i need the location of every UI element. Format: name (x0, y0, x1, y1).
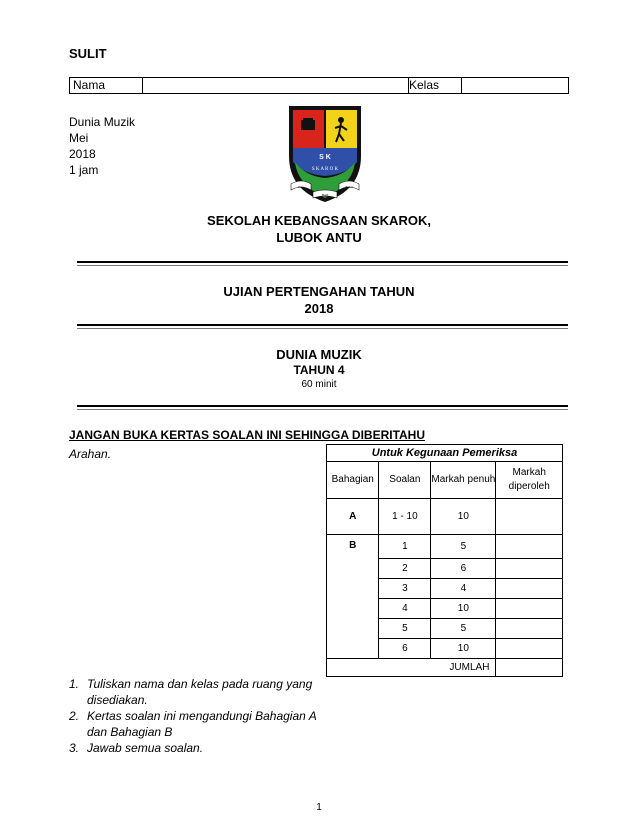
table-row-question: 6 (379, 639, 431, 659)
crest-motto-left: Ilmu (297, 185, 305, 189)
examiner-table-caption: Untuk Kegunaan Pemeriksa (327, 445, 563, 462)
list-item-number: 1. (69, 677, 80, 691)
list-item (69, 740, 319, 756)
subject-title: DUNIA MUZIK (276, 347, 362, 362)
instruction-list (69, 676, 319, 756)
name-class-table (69, 77, 569, 94)
examiner-table (326, 444, 563, 677)
school-name (0, 212, 638, 246)
table-row-full: 5 (431, 535, 496, 559)
header-soalan: Soalan (379, 462, 431, 499)
divider-rule (77, 405, 568, 407)
table-row-obtained[interactable] (496, 639, 563, 659)
table-row-question: 4 (379, 599, 431, 619)
school-name-line1: SEKOLAH KEBANGSAAN SKAROK, (207, 213, 431, 228)
list-item-text: Tuliskan nama dan kelas pada ruang yang disediakan. (87, 677, 313, 707)
table-row-full: 6 (431, 559, 496, 579)
list-item (69, 676, 319, 708)
table-row-obtained[interactable] (496, 579, 563, 599)
info-subject: Dunia Muzik (69, 115, 136, 129)
crest-letters: S K (319, 154, 331, 161)
table-row-obtained[interactable] (496, 535, 563, 559)
total-value[interactable] (496, 659, 563, 677)
sulit-label: SULIT (69, 46, 107, 61)
list-item (69, 708, 319, 740)
class-field[interactable] (459, 78, 570, 93)
page-number: 1 (316, 802, 322, 813)
instructions-heading: Arahan. (69, 447, 112, 461)
info-month: Mei (69, 131, 89, 145)
table-row-question: 1 - 10 (379, 499, 431, 535)
table-row-obtained[interactable] (496, 559, 563, 579)
table-row-full: 4 (431, 579, 496, 599)
school-crest-logo (287, 104, 363, 204)
crest-motto-right: Bakti (345, 185, 353, 189)
info-year: 2018 (69, 147, 96, 161)
total-label: JUMLAH (327, 659, 496, 677)
list-item-text: Kertas soalan ini mengandungi Bahagian A dan Bahagian B (87, 709, 317, 739)
info-duration: 1 jam (69, 163, 99, 177)
table-row-question: 5 (379, 619, 431, 639)
table-row-obtained[interactable] (496, 599, 563, 619)
paper-info (69, 114, 135, 178)
table-row-obtained[interactable] (496, 619, 563, 639)
subject-level: TAHUN 4 (293, 363, 345, 377)
exam-title-line2: 2018 (304, 301, 334, 316)
name-label: Nama (70, 78, 143, 93)
table-row-full: 10 (431, 639, 496, 659)
list-item-number: 3. (69, 741, 80, 755)
table-row-question: 3 (379, 579, 431, 599)
list-item-text: Jawab semua soalan. (87, 741, 204, 755)
table-row-full: 10 (431, 599, 496, 619)
list-item-number: 2. (69, 709, 80, 723)
table-row-question: 2 (379, 559, 431, 579)
divider-rule (77, 324, 568, 326)
name-field[interactable] (140, 78, 409, 93)
exam-title (0, 283, 638, 317)
header-markah-penuh: Markah penuh (431, 462, 496, 499)
crest-motto-bottom: Budi (321, 193, 329, 197)
warning-text: JANGAN BUKA KERTAS SOALAN INI SEHINGGA DIBERITAHU (69, 428, 426, 442)
exam-title-line1: UJIAN PERTENGAHAN TAHUN (223, 284, 415, 299)
table-row-full: 5 (431, 619, 496, 639)
table-row-obtained[interactable] (496, 499, 563, 535)
table-row-full: 10 (431, 499, 496, 535)
header-bahagian: Bahagian (327, 462, 379, 499)
header-markah-diperoleh: Markah diperoleh (496, 462, 563, 499)
subject-time: 60 minit (301, 379, 337, 390)
section-a: A (327, 499, 379, 535)
divider-rule (77, 261, 568, 263)
section-b: B (327, 535, 379, 659)
crest-band-text: S K A R O K (311, 167, 339, 172)
table-row-question: 1 (379, 535, 431, 559)
school-name-line2: LUBOK ANTU (276, 230, 362, 245)
class-label: Kelas (406, 78, 462, 93)
